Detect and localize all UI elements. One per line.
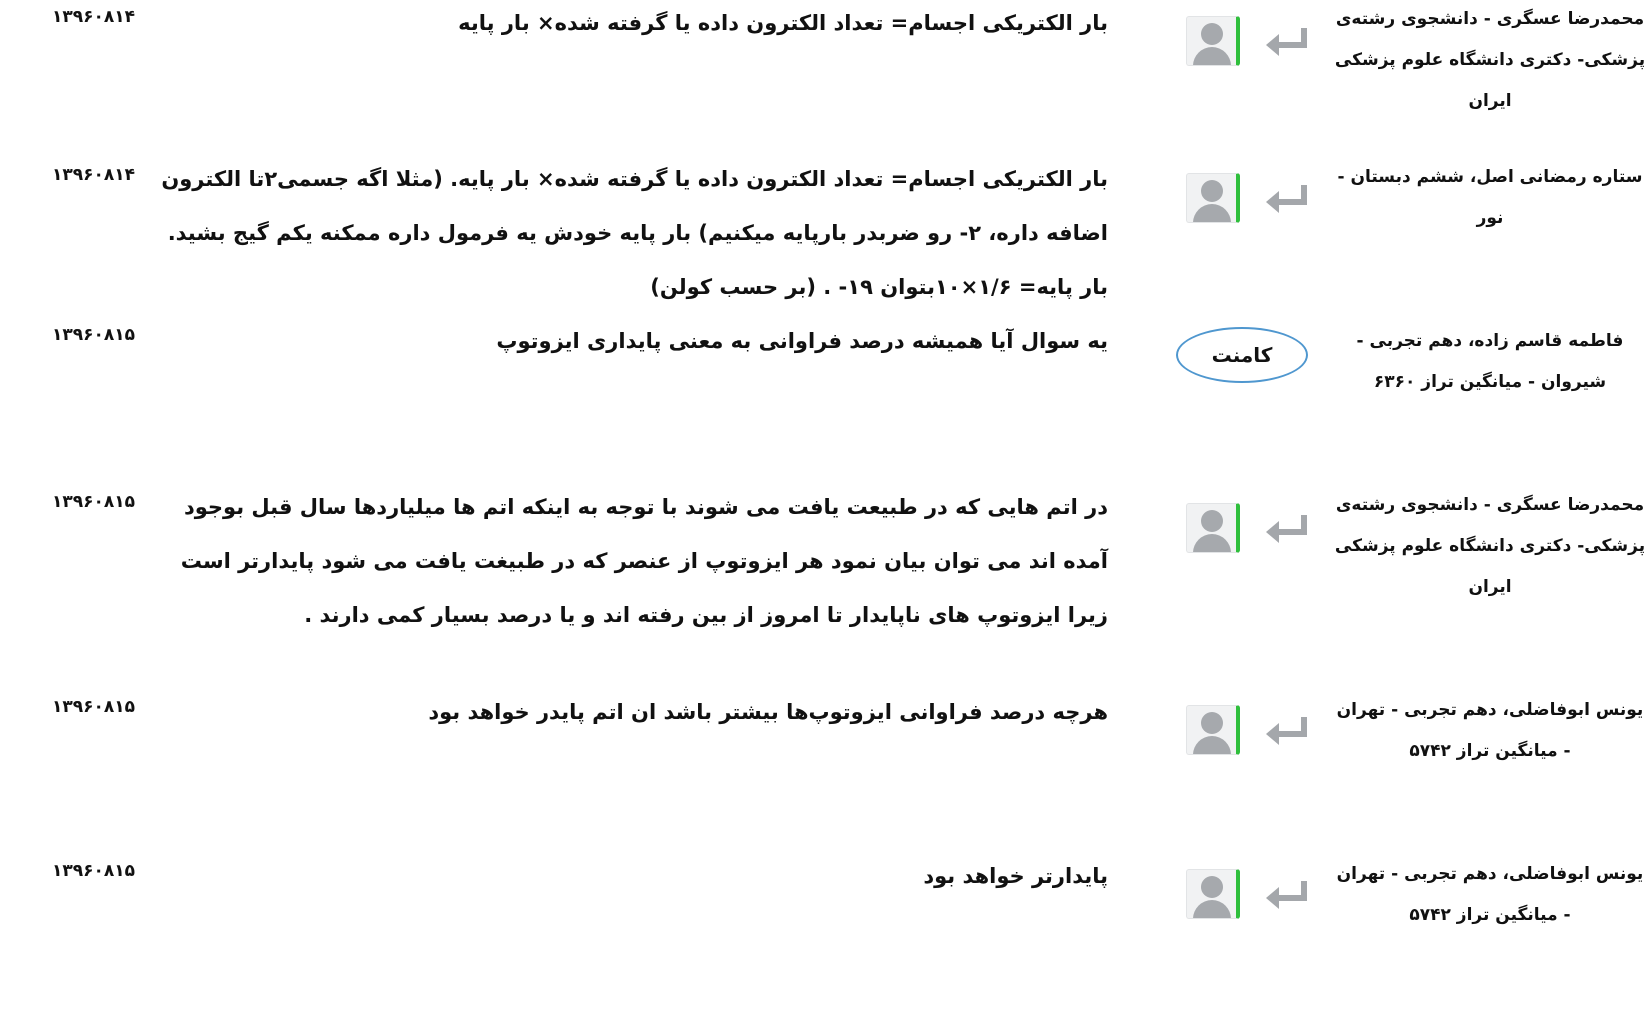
comment-actions: [1176, 705, 1316, 765]
avatar-body: [1193, 736, 1231, 755]
comment-author: محمدرضا عسگری - دانشجوی رشته‌ی پزشکی- دکتری دانشگاه علوم پزشکی ایران: [1334, 495, 1646, 597]
reply-arrow-icon[interactable]: [1264, 183, 1312, 213]
comment-date: ۱۳۹۶۰۸۱۵: [52, 492, 136, 512]
comment-author: ستاره رمضانی اصل، ششم دبستان - نور: [1337, 167, 1643, 228]
comment-text: یه سوال آیا همیشه درصد فراوانی به معنی پایداری ایزوتوپ: [496, 329, 1108, 353]
comment-date: ۱۳۹۶۰۸۱۴: [52, 165, 136, 185]
user-avatar-icon[interactable]: [1186, 705, 1240, 755]
comment-author: یونس ابوفاضلی، دهم تجربی - تهران - میانگین تراز ۵۷۴۲: [1336, 864, 1644, 925]
comment-text: پایدارتر خواهد بود: [923, 864, 1108, 888]
comment-author: یونس ابوفاضلی، دهم تجربی - تهران - میانگین تراز ۵۷۴۲: [1336, 700, 1644, 761]
user-avatar-icon[interactable]: [1186, 16, 1240, 66]
avatar-head: [1201, 712, 1223, 734]
comment-actions: [1176, 503, 1316, 563]
comment-actions: [1176, 324, 1316, 384]
reply-arrow-icon[interactable]: [1264, 26, 1312, 56]
comment-actions: [1176, 16, 1316, 76]
user-avatar-icon[interactable]: [1186, 503, 1240, 553]
avatar-head: [1201, 876, 1223, 898]
user-avatar-icon[interactable]: [1186, 869, 1240, 919]
avatar-head: [1201, 180, 1223, 202]
avatar-body: [1193, 900, 1231, 919]
comment-date: ۱۳۹۶۰۸۱۵: [52, 325, 136, 345]
comment-actions: [1176, 869, 1316, 929]
comment-text: هرچه درصد فراوانی ایزوتوپ‌ها بیشتر باشد ان اتم پایدر خواهد بود: [428, 700, 1108, 724]
reply-arrow-icon[interactable]: [1264, 879, 1312, 909]
comment-button[interactable]: کامنت: [1176, 327, 1308, 383]
comment-text: بار الکتریکی اجسام= تعداد الکترون داده یا گرفته شده× بار پایه. (مثلا اگه جسمی۲تا الکترون اضافه داره، ۲- رو ضربدر بارپایه میکنیم) بار پایه خودش یه فرمول داره ممکنه یکم گیج بشید. بار پایه= ۱/۶×۱۰بتوان ۱۹- . (بر حسب کولن): [161, 167, 1108, 299]
comment-date: ۱۳۹۶۰۸۱۴: [52, 7, 136, 27]
reply-arrow-icon[interactable]: [1264, 715, 1312, 745]
comment-text: در اتم هایی که در طبیعت یافت می شوند با توجه به اینکه اتم ها میلیاردها سال قبل بوجود آمده اند می توان بیان نمود هر ایزوتوپ از عنصر که در طبیغت یافت می شود پایدارتر است زیرا ایزوتوپ های ناپایدار تا امروز از بین رفته اند و یا درصد بسیار کمی دارند .: [180, 495, 1108, 627]
comment-date: ۱۳۹۶۰۸۱۵: [52, 697, 136, 717]
comment-text: بار الکتریکی اجسام= تعداد الکترون داده یا گرفته شده× بار پایه: [458, 11, 1108, 35]
avatar-head: [1201, 23, 1223, 45]
reply-arrow-icon[interactable]: [1264, 513, 1312, 543]
avatar-body: [1193, 534, 1231, 553]
user-avatar-icon[interactable]: [1186, 173, 1240, 223]
comment-actions: [1176, 173, 1316, 233]
avatar-body: [1193, 204, 1231, 223]
comment-date: ۱۳۹۶۰۸۱۵: [52, 861, 136, 881]
comment-author: فاطمه قاسم زاده، دهم تجربی - شیروان - میانگین تراز ۶۳۶۰: [1356, 331, 1624, 392]
comment-author: محمدرضا عسگری - دانشجوی رشته‌ی پزشکی- دکتری دانشگاه علوم پزشکی ایران: [1334, 9, 1646, 111]
avatar-body: [1193, 47, 1231, 66]
avatar-head: [1201, 510, 1223, 532]
